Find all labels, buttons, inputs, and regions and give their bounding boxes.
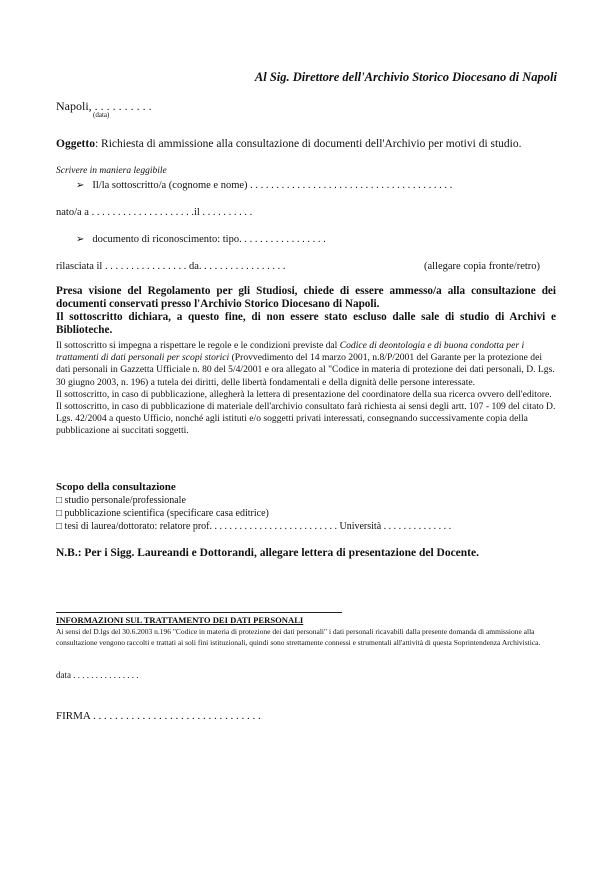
issued-note: (allegare copia fronte/retro) [424, 261, 541, 272]
scope-option-personal[interactable]: □ studio personale/professionale [56, 495, 186, 506]
signature-field: FIRMA . . . . . . . . . . . . . . . . . . . . . . . . . . . . . . . [56, 710, 261, 722]
issued-field: rilasciata il . . . . . . . . . . . . . . . . da. . . . . . . . . . . . . . . . . [56, 261, 286, 272]
publication-paragraph-2: Il sottoscritto, in caso di pubblicazione di materiale dell'archivio consultato farà richiesta ai sensi degli artt. 107 - 109 del citato D. Lgs. 42/2004 a questo Ufficio, nonché agli istituti e/o soggetti privati interessati, consegnando successivamente copia della pubblicazione ai succitati soggetti. [56, 401, 556, 437]
name-field-line [76, 180, 452, 191]
declaration-paragraph: Il sottoscritto dichiara, a questo fine, di non essere stato escluso dalle sale di studio di Archivi e Biblioteche. [56, 311, 556, 336]
scope-title: Scopo della consultazione [56, 481, 176, 493]
commitment-after: (Provvedimento del 14 marzo 2001, n.8/P/2001 del Garante per la protezione dei dati personali in Gazzetta Ufficiale n. 80 del 5/4/2001 e ora allegato al "Codice in materia di protezione dei dati personali, D. Lgs. 30 giugno 2003, n. 196) a tutela dei diritti, delle libertà fondamentali e della dignità delle persone interessate. [56, 352, 555, 388]
date-field: data . . . . . . . . . . . . . . . [56, 670, 139, 680]
scope-option-thesis[interactable]: □ tesi di laurea/dottorato: relatore prof. . . . . . . . . . . . . . . . . . . . . . . . . . Università . . . . . . . . . . . . . . [56, 521, 452, 532]
request-statement [56, 285, 556, 337]
document-field: documento di riconoscimento: tipo. . . . . . . . . . . . . . . . . [92, 234, 326, 245]
arrow-bullet-icon: ➢ [76, 234, 85, 245]
commitment-text [56, 340, 556, 438]
publication-paragraph-1: Il sottoscritto, in caso di pubblicazione, allegherà la lettera di presentazione del coordinatore della sua ricerca ovvero dell'editore. [56, 388, 552, 400]
commitment-before: Il sottoscritto si impegna a rispettare le regole e le condizioni previste dal [56, 340, 340, 351]
write-legibly-note: Scrivere in maniera leggibile [56, 166, 167, 176]
place-date-line: Napoli, . . . . . . . . . . [56, 99, 152, 113]
subject-line [56, 138, 522, 150]
name-field: Il/la sottoscritto/a (cognome e nome) . . . . . . . . . . . . . . . . . . . . . . . . . . . . . . . . . . . . . . . [92, 180, 453, 191]
code-title: Codice di deontologia e di buona condotta per i trattamenti di dati personali per scopi storici [56, 340, 525, 364]
birth-field: nato/a a . . . . . . . . . . . . . . . . . . . .il . . . . . . . . . . [56, 207, 253, 218]
subject-label: Oggetto [56, 138, 95, 150]
recipient-heading: Al Sig. Direttore dell'Archivio Storico Diocesano di Napoli [254, 70, 557, 84]
privacy-text: Ai sensi del D.lgs del 30.6.2003 n.196 "Codice in materia di protezione dei dati personali" i dati personali ricavabili dalla presente domanda di ammissione alla consultazione vengono raccolti e trattati ai soli fini istituzionali, quindi sono strettamente connessi e strumentali all'attività di questa Soprintendenza Archivistica. [56, 627, 541, 647]
commitment-paragraph [56, 340, 556, 389]
request-paragraph: Presa visione del Regolamento per gli Studiosi, chiede di essere ammesso/a alla consultazione dei documenti conservati presso l'Archivio Storico Diocesano di Napoli. [56, 285, 556, 310]
privacy-title: INFORMAZIONI SUL TRATTAMENTO DEI DATI PERSONALI [56, 615, 304, 625]
scope-option-publication[interactable]: □ pubblicazione scientifica (specificare casa editrice) [56, 508, 269, 519]
section-divider [56, 612, 342, 613]
document-field-line [76, 234, 326, 245]
nb-note: N.B.: Per i Sigg. Laureandi e Dottorandi, allegare lettera di presentazione del Docente. [56, 547, 479, 559]
arrow-bullet-icon: ➢ [76, 180, 85, 191]
place-date-caption: (data) [93, 111, 110, 119]
subject-text: : Richiesta di ammissione alla consultazione di documenti dell'Archivio per motivi di studio. [94, 138, 522, 150]
